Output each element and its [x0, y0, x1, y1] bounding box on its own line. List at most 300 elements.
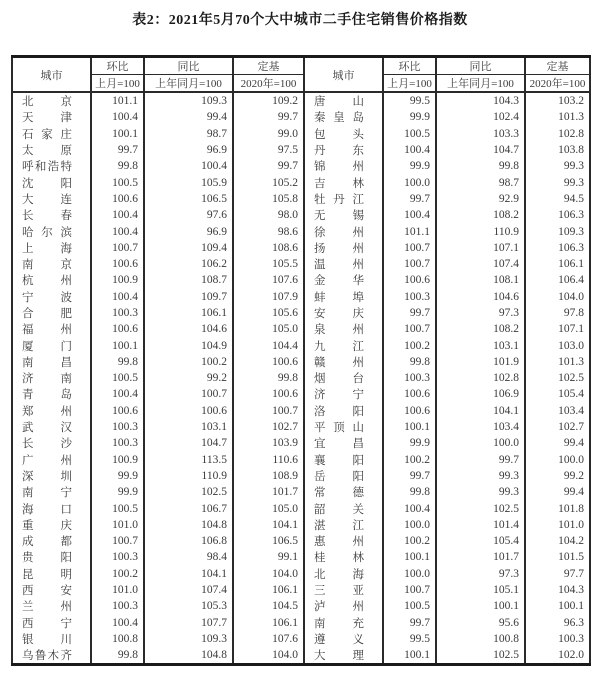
- yoy-value: 100.8: [436, 631, 525, 647]
- table-body: [12, 92, 590, 665]
- city-name: 牡丹江: [314, 193, 364, 206]
- city-name: 济南: [22, 373, 72, 386]
- mom-value: 99.7: [383, 191, 436, 207]
- yoy-value: 99.2: [144, 370, 233, 386]
- mom-value: 100.6: [91, 256, 144, 272]
- city-cell: [12, 289, 91, 305]
- yoy-value: 104.6: [144, 321, 233, 337]
- mom-value: 100.7: [91, 240, 144, 256]
- city-name: 石家庄: [22, 128, 72, 141]
- city-name: 温州: [314, 259, 364, 272]
- city-cell: [304, 566, 383, 582]
- table-row: [12, 549, 590, 565]
- base-value: 99.4: [525, 435, 590, 451]
- table-row: [12, 92, 590, 109]
- mom-value: 100.3: [91, 598, 144, 614]
- city-cell: [304, 337, 383, 353]
- yoy-value: 92.9: [436, 191, 525, 207]
- header-fixed-base-left: 2020年=100: [233, 75, 304, 93]
- city-name: 惠州: [314, 536, 364, 549]
- city-name: 湛江: [314, 519, 364, 532]
- city-name: 韶关: [314, 503, 364, 516]
- table-row: [12, 158, 590, 174]
- city-cell: [12, 533, 91, 549]
- base-value: 108.6: [233, 240, 304, 256]
- base-value: 105.2: [233, 174, 304, 190]
- city-cell: [304, 419, 383, 435]
- table-row: [12, 435, 590, 451]
- yoy-value: 105.4: [436, 533, 525, 549]
- yoy-value: 106.1: [144, 305, 233, 321]
- header-mom-right: 环比: [383, 57, 436, 75]
- city-name: 杭州: [22, 275, 72, 288]
- base-value: 100.1: [525, 598, 590, 614]
- city-name: 贵阳: [22, 552, 72, 565]
- city-name: 兰州: [22, 601, 72, 614]
- mom-value: 99.5: [383, 92, 436, 109]
- city-cell: [304, 92, 383, 109]
- mom-value: 100.7: [383, 240, 436, 256]
- mom-value: 100.3: [91, 549, 144, 565]
- mom-value: 99.7: [383, 615, 436, 631]
- mom-value: 101.0: [91, 517, 144, 533]
- mom-value: 100.9: [91, 452, 144, 468]
- mom-value: 100.6: [383, 403, 436, 419]
- mom-value: 100.4: [383, 207, 436, 223]
- table-row: [12, 223, 590, 239]
- base-value: 103.8: [525, 142, 590, 158]
- yoy-value: 104.1: [144, 566, 233, 582]
- mom-value: 100.0: [383, 517, 436, 533]
- yoy-value: 98.4: [144, 549, 233, 565]
- yoy-value: 109.3: [144, 631, 233, 647]
- city-name: 郑州: [22, 405, 72, 418]
- base-value: 102.7: [525, 419, 590, 435]
- base-value: 106.1: [233, 615, 304, 631]
- mom-value: 100.1: [91, 337, 144, 353]
- yoy-value: 106.2: [144, 256, 233, 272]
- city-cell: [12, 223, 91, 239]
- city-cell: [12, 126, 91, 142]
- city-cell: [12, 109, 91, 125]
- mom-value: 101.1: [383, 223, 436, 239]
- city-name: 包头: [314, 128, 364, 141]
- city-name: 常德: [314, 487, 364, 500]
- city-name: 襄阳: [314, 454, 364, 467]
- base-value: 102.5: [525, 370, 590, 386]
- city-name: 徐州: [314, 226, 364, 239]
- city-name: 济宁: [314, 389, 364, 402]
- mom-value: 100.2: [383, 533, 436, 549]
- base-value: 102.8: [525, 126, 590, 142]
- yoy-value: 96.9: [144, 142, 233, 158]
- city-name: 南充: [314, 617, 364, 630]
- city-cell: [304, 272, 383, 288]
- base-value: 105.8: [233, 191, 304, 207]
- yoy-value: 103.3: [436, 126, 525, 142]
- table-row: [12, 256, 590, 272]
- base-value: 99.8: [233, 370, 304, 386]
- city-cell: [12, 435, 91, 451]
- city-cell: [12, 582, 91, 598]
- city-name: 赣州: [314, 356, 364, 369]
- city-cell: [12, 549, 91, 565]
- city-name: 长沙: [22, 438, 72, 451]
- table-row: [12, 109, 590, 125]
- yoy-value: 106.9: [436, 386, 525, 402]
- city-cell: [304, 615, 383, 631]
- city-name: 南宁: [22, 487, 72, 500]
- table-row: [12, 468, 590, 484]
- base-value: 102.0: [525, 647, 590, 665]
- base-value: 104.0: [233, 566, 304, 582]
- city-cell: [304, 321, 383, 337]
- city-cell: [12, 207, 91, 223]
- yoy-value: 110.9: [436, 223, 525, 239]
- city-cell: [12, 566, 91, 582]
- city-cell: [12, 647, 91, 665]
- base-value: 107.9: [233, 289, 304, 305]
- yoy-value: 113.5: [144, 452, 233, 468]
- base-value: 105.0: [233, 500, 304, 516]
- mom-value: 100.0: [383, 566, 436, 582]
- yoy-value: 101.4: [436, 517, 525, 533]
- table-row: [12, 174, 590, 190]
- city-name: 呼和浩特: [22, 161, 72, 174]
- header-yoy-base-right: 上年同月=100: [436, 75, 525, 93]
- city-cell: [304, 223, 383, 239]
- yoy-value: 108.7: [144, 272, 233, 288]
- header-yoy-base-left: 上年同月=100: [144, 75, 233, 93]
- city-name: 银川: [22, 633, 72, 646]
- mom-value: 100.5: [91, 174, 144, 190]
- base-value: 104.1: [233, 517, 304, 533]
- yoy-value: 108.1: [436, 272, 525, 288]
- table-row: [12, 289, 590, 305]
- mom-value: 100.4: [91, 615, 144, 631]
- table-row: [12, 566, 590, 582]
- city-cell: [304, 142, 383, 158]
- city-cell: [304, 158, 383, 174]
- city-name: 大理: [314, 650, 364, 663]
- mom-value: 100.3: [91, 435, 144, 451]
- city-name: 厦门: [22, 340, 72, 353]
- yoy-value: 99.3: [436, 484, 525, 500]
- mom-value: 99.8: [91, 158, 144, 174]
- mom-value: 100.0: [383, 174, 436, 190]
- city-cell: [304, 631, 383, 647]
- yoy-value: 107.1: [436, 240, 525, 256]
- base-value: 104.3: [525, 582, 590, 598]
- yoy-value: 100.1: [436, 598, 525, 614]
- mom-value: 100.4: [91, 289, 144, 305]
- yoy-value: 108.2: [436, 207, 525, 223]
- base-value: 102.7: [233, 419, 304, 435]
- mom-value: 99.7: [383, 305, 436, 321]
- city-name: 无锡: [314, 210, 364, 223]
- yoy-value: 105.1: [436, 582, 525, 598]
- mom-value: 100.1: [383, 647, 436, 665]
- base-value: 99.7: [233, 158, 304, 174]
- city-name: 重庆: [22, 519, 72, 532]
- yoy-value: 102.5: [436, 500, 525, 516]
- city-name: 深圳: [22, 470, 72, 483]
- table-row: [12, 386, 590, 402]
- city-cell: [304, 126, 383, 142]
- mom-value: 99.8: [91, 647, 144, 665]
- header-yoy-left: 同比: [144, 57, 233, 75]
- table-row: [12, 598, 590, 614]
- header-fixed-left: 定基: [233, 57, 304, 75]
- base-value: 98.0: [233, 207, 304, 223]
- city-cell: [12, 386, 91, 402]
- city-name: 海口: [22, 503, 72, 516]
- city-name: 昆明: [22, 568, 72, 581]
- city-cell: [12, 517, 91, 533]
- table-row: [12, 240, 590, 256]
- yoy-value: 104.7: [144, 435, 233, 451]
- table-row: [12, 615, 590, 631]
- yoy-value: 100.2: [144, 354, 233, 370]
- base-value: 104.4: [233, 337, 304, 353]
- city-name: 洛阳: [314, 405, 364, 418]
- base-value: 97.7: [525, 566, 590, 582]
- yoy-value: 99.3: [436, 468, 525, 484]
- city-name: 天津: [22, 112, 72, 125]
- yoy-value: 101.9: [436, 354, 525, 370]
- base-value: 100.6: [233, 354, 304, 370]
- base-value: 101.0: [525, 517, 590, 533]
- city-cell: [304, 109, 383, 125]
- base-value: 101.5: [525, 549, 590, 565]
- city-name: 泸州: [314, 601, 364, 614]
- city-cell: [304, 305, 383, 321]
- table-row: [12, 191, 590, 207]
- yoy-value: 100.7: [144, 386, 233, 402]
- mom-value: 100.6: [91, 403, 144, 419]
- base-value: 105.4: [525, 386, 590, 402]
- city-name: 岳阳: [314, 470, 364, 483]
- yoy-value: 96.9: [144, 223, 233, 239]
- table-row: [12, 517, 590, 533]
- city-name: 西宁: [22, 617, 72, 630]
- city-cell: [304, 191, 383, 207]
- city-cell: [12, 615, 91, 631]
- base-value: 109.2: [233, 92, 304, 109]
- city-name: 金华: [314, 275, 364, 288]
- city-name: 平顶山: [314, 422, 364, 435]
- mom-value: 100.1: [383, 549, 436, 565]
- base-value: 109.3: [525, 223, 590, 239]
- city-cell: [12, 631, 91, 647]
- table-title: 表2：2021年5月70个大中城市二手住宅销售价格指数: [132, 13, 468, 28]
- city-cell: [12, 419, 91, 435]
- base-value: 97.8: [525, 305, 590, 321]
- city-cell: [12, 468, 91, 484]
- base-value: 104.0: [233, 647, 304, 665]
- base-value: 101.7: [233, 484, 304, 500]
- base-value: 103.4: [525, 403, 590, 419]
- mom-value: 99.8: [383, 484, 436, 500]
- header-mom-base-right: 上月=100: [383, 75, 436, 93]
- city-cell: [12, 256, 91, 272]
- mom-value: 99.8: [383, 354, 436, 370]
- base-value: 99.0: [233, 126, 304, 142]
- mom-value: 100.3: [91, 419, 144, 435]
- city-name: 宁波: [22, 291, 72, 304]
- table-row: [12, 631, 590, 647]
- mom-value: 100.5: [91, 500, 144, 516]
- city-cell: [12, 92, 91, 109]
- base-value: 99.4: [525, 484, 590, 500]
- table-header: [12, 57, 590, 93]
- city-cell: [304, 582, 383, 598]
- city-cell: [304, 533, 383, 549]
- city-name: 福州: [22, 324, 72, 337]
- base-value: 104.5: [233, 598, 304, 614]
- base-value: 98.6: [233, 223, 304, 239]
- yoy-value: 109.4: [144, 240, 233, 256]
- base-value: 106.3: [525, 207, 590, 223]
- mom-value: 100.6: [91, 191, 144, 207]
- mom-value: 100.6: [91, 321, 144, 337]
- header-fixed-right: 定基: [525, 57, 590, 75]
- base-value: 105.0: [233, 321, 304, 337]
- mom-value: 100.4: [91, 386, 144, 402]
- base-value: 100.0: [525, 452, 590, 468]
- base-value: 97.5: [233, 142, 304, 158]
- yoy-value: 104.9: [144, 337, 233, 353]
- yoy-value: 99.8: [436, 158, 525, 174]
- mom-value: 100.4: [91, 207, 144, 223]
- city-name: 吉林: [314, 177, 364, 190]
- yoy-value: 102.4: [436, 109, 525, 125]
- yoy-value: 105.3: [144, 598, 233, 614]
- base-value: 108.9: [233, 468, 304, 484]
- table-row: [12, 126, 590, 142]
- city-name: 太原: [22, 145, 72, 158]
- city-name: 合肥: [22, 308, 72, 320]
- table-row: [12, 403, 590, 419]
- city-name: 丹东: [314, 145, 364, 158]
- city-cell: [12, 240, 91, 256]
- base-value: 110.6: [233, 452, 304, 468]
- city-cell: [304, 289, 383, 305]
- mom-value: 100.5: [91, 370, 144, 386]
- mom-value: 100.7: [91, 533, 144, 549]
- mom-value: 99.9: [383, 435, 436, 451]
- mom-value: 100.2: [383, 452, 436, 468]
- mom-value: 99.9: [91, 484, 144, 500]
- table-row: [12, 452, 590, 468]
- city-name: 武汉: [22, 422, 72, 435]
- yoy-value: 101.7: [436, 549, 525, 565]
- base-value: 106.1: [525, 256, 590, 272]
- header-city-right: 城市: [304, 57, 383, 93]
- base-value: 106.4: [525, 272, 590, 288]
- city-cell: [304, 435, 383, 451]
- yoy-value: 110.9: [144, 468, 233, 484]
- mom-value: 101.0: [91, 582, 144, 598]
- table-row: [12, 484, 590, 500]
- city-name: 烟台: [314, 373, 364, 386]
- table-row: [12, 207, 590, 223]
- city-cell: [304, 468, 383, 484]
- base-value: 105.5: [233, 256, 304, 272]
- city-name: 乌鲁木齐: [22, 650, 72, 663]
- mom-value: 100.3: [383, 370, 436, 386]
- city-cell: [12, 321, 91, 337]
- base-value: 96.3: [525, 615, 590, 631]
- base-value: 100.6: [233, 386, 304, 402]
- yoy-value: 105.9: [144, 174, 233, 190]
- city-cell: [12, 158, 91, 174]
- city-name: 唐山: [314, 96, 364, 109]
- city-cell: [12, 191, 91, 207]
- mom-value: 99.9: [91, 468, 144, 484]
- base-value: 99.7: [233, 109, 304, 125]
- city-name: 西安: [22, 585, 72, 598]
- city-cell: [12, 174, 91, 190]
- city-cell: [304, 647, 383, 665]
- header-mom-base-left: 上月=100: [91, 75, 144, 93]
- table-row: [12, 305, 590, 321]
- base-value: 101.3: [525, 354, 590, 370]
- base-value: 101.3: [525, 109, 590, 125]
- header-mom-left: 环比: [91, 57, 144, 75]
- city-name: 宜昌: [314, 438, 364, 451]
- base-value: 106.5: [233, 533, 304, 549]
- base-value: 94.5: [525, 191, 590, 207]
- table-row: [12, 370, 590, 386]
- mom-value: 100.1: [91, 126, 144, 142]
- yoy-value: 104.3: [436, 92, 525, 109]
- city-name: 哈尔滨: [22, 226, 72, 239]
- mom-value: 99.9: [383, 158, 436, 174]
- city-cell: [304, 207, 383, 223]
- yoy-value: 97.3: [436, 305, 525, 321]
- yoy-value: 107.4: [144, 582, 233, 598]
- base-value: 106.1: [233, 582, 304, 598]
- city-cell: [12, 354, 91, 370]
- city-name: 安庆: [314, 308, 364, 320]
- mom-value: 100.3: [383, 289, 436, 305]
- city-name: 成都: [22, 536, 72, 549]
- city-cell: [304, 484, 383, 500]
- base-value: 107.1: [525, 321, 590, 337]
- city-name: 北海: [314, 568, 364, 581]
- city-name: 桂林: [314, 552, 364, 565]
- header-city-left: 城市: [12, 57, 91, 93]
- mom-value: 99.9: [383, 109, 436, 125]
- mom-value: 100.9: [91, 272, 144, 288]
- mom-value: 100.8: [91, 631, 144, 647]
- city-name: 广州: [22, 454, 72, 467]
- yoy-value: 107.4: [436, 256, 525, 272]
- city-cell: [12, 484, 91, 500]
- yoy-value: 103.1: [436, 337, 525, 353]
- table-row: [12, 582, 590, 598]
- city-cell: [304, 386, 383, 402]
- yoy-value: 104.6: [436, 289, 525, 305]
- city-name: 三亚: [314, 585, 364, 598]
- yoy-value: 103.4: [436, 419, 525, 435]
- city-name: 青岛: [22, 389, 72, 402]
- city-cell: [304, 354, 383, 370]
- mom-value: 100.5: [383, 598, 436, 614]
- city-cell: [304, 517, 383, 533]
- yoy-value: 99.7: [436, 452, 525, 468]
